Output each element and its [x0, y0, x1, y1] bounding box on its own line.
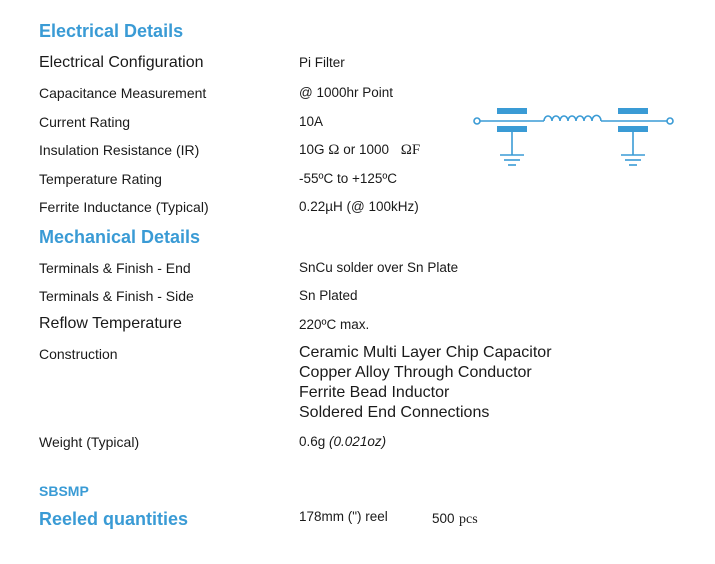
current-rating-label: Current Rating — [39, 114, 131, 130]
weight-value — [299, 434, 386, 449]
construction-item: Copper Alloy Through Conductor — [299, 364, 532, 381]
electrical-configuration-value: Pi Filter — [299, 55, 345, 70]
construction-list — [299, 343, 552, 423]
ohm-symbol: Ω — [328, 142, 340, 158]
reeled-quantities-label: Reeled quantities — [39, 509, 189, 529]
reel-quantity — [432, 510, 478, 528]
pi-filter-schematic-icon — [470, 100, 680, 178]
temperature-rating-value: -55ºC to +125ºC — [299, 171, 398, 186]
weight-ounces: (0.021oz) — [329, 434, 387, 449]
sbsmp-section-label: SBSMP — [39, 483, 89, 499]
insulation-resistance-value — [299, 142, 420, 159]
electrical-details-heading: Electrical Details — [39, 21, 184, 41]
reflow-temperature-value: 220ºC max. — [299, 317, 370, 332]
construction-item: Soldered End Connections — [299, 404, 490, 421]
ferrite-inductance-label: Ferrite Inductance (Typical) — [39, 199, 209, 215]
capacitance-measurement-label: Capacitance Measurement — [39, 85, 207, 101]
weight-label: Weight (Typical) — [39, 434, 140, 450]
terminals-finish-end-value: SnCu solder over Sn Plate — [299, 260, 459, 275]
electrical-configuration-label: Electrical Configuration — [39, 54, 204, 71]
terminals-finish-side-label: Terminals & Finish - Side — [39, 288, 194, 304]
terminals-finish-end-label: Terminals & Finish - End — [39, 260, 191, 276]
ir-value-part1: 10G — [299, 142, 325, 157]
capacitance-measurement-value: @ 1000hr Point — [299, 85, 394, 100]
weight-grams: 0.6g — [299, 434, 326, 449]
insulation-resistance-label: Insulation Resistance (IR) — [39, 142, 200, 158]
terminals-finish-side-value: Sn Plated — [299, 288, 358, 303]
reflow-temperature-label: Reflow Temperature — [39, 315, 182, 332]
reel-quantity-number: 500 — [432, 511, 455, 526]
ir-value-part2: or 1000 — [343, 142, 390, 157]
reel-quantity-unit: pcs — [458, 512, 478, 527]
construction-label: Construction — [39, 346, 118, 362]
construction-item: Ferrite Bead Inductor — [299, 384, 450, 400]
reel-size-value: 178mm (") reel — [299, 509, 388, 524]
ferrite-inductance-value: 0.22µH (@ 100kHz) — [299, 199, 419, 214]
construction-item: Ceramic Multi Layer Chip Capacitor — [299, 344, 552, 361]
ohm-farad-unit: ΩF — [400, 142, 421, 158]
current-rating-value: 10A — [299, 114, 324, 129]
mechanical-details-heading: Mechanical Details — [39, 227, 201, 247]
temperature-rating-label: Temperature Rating — [39, 171, 162, 187]
